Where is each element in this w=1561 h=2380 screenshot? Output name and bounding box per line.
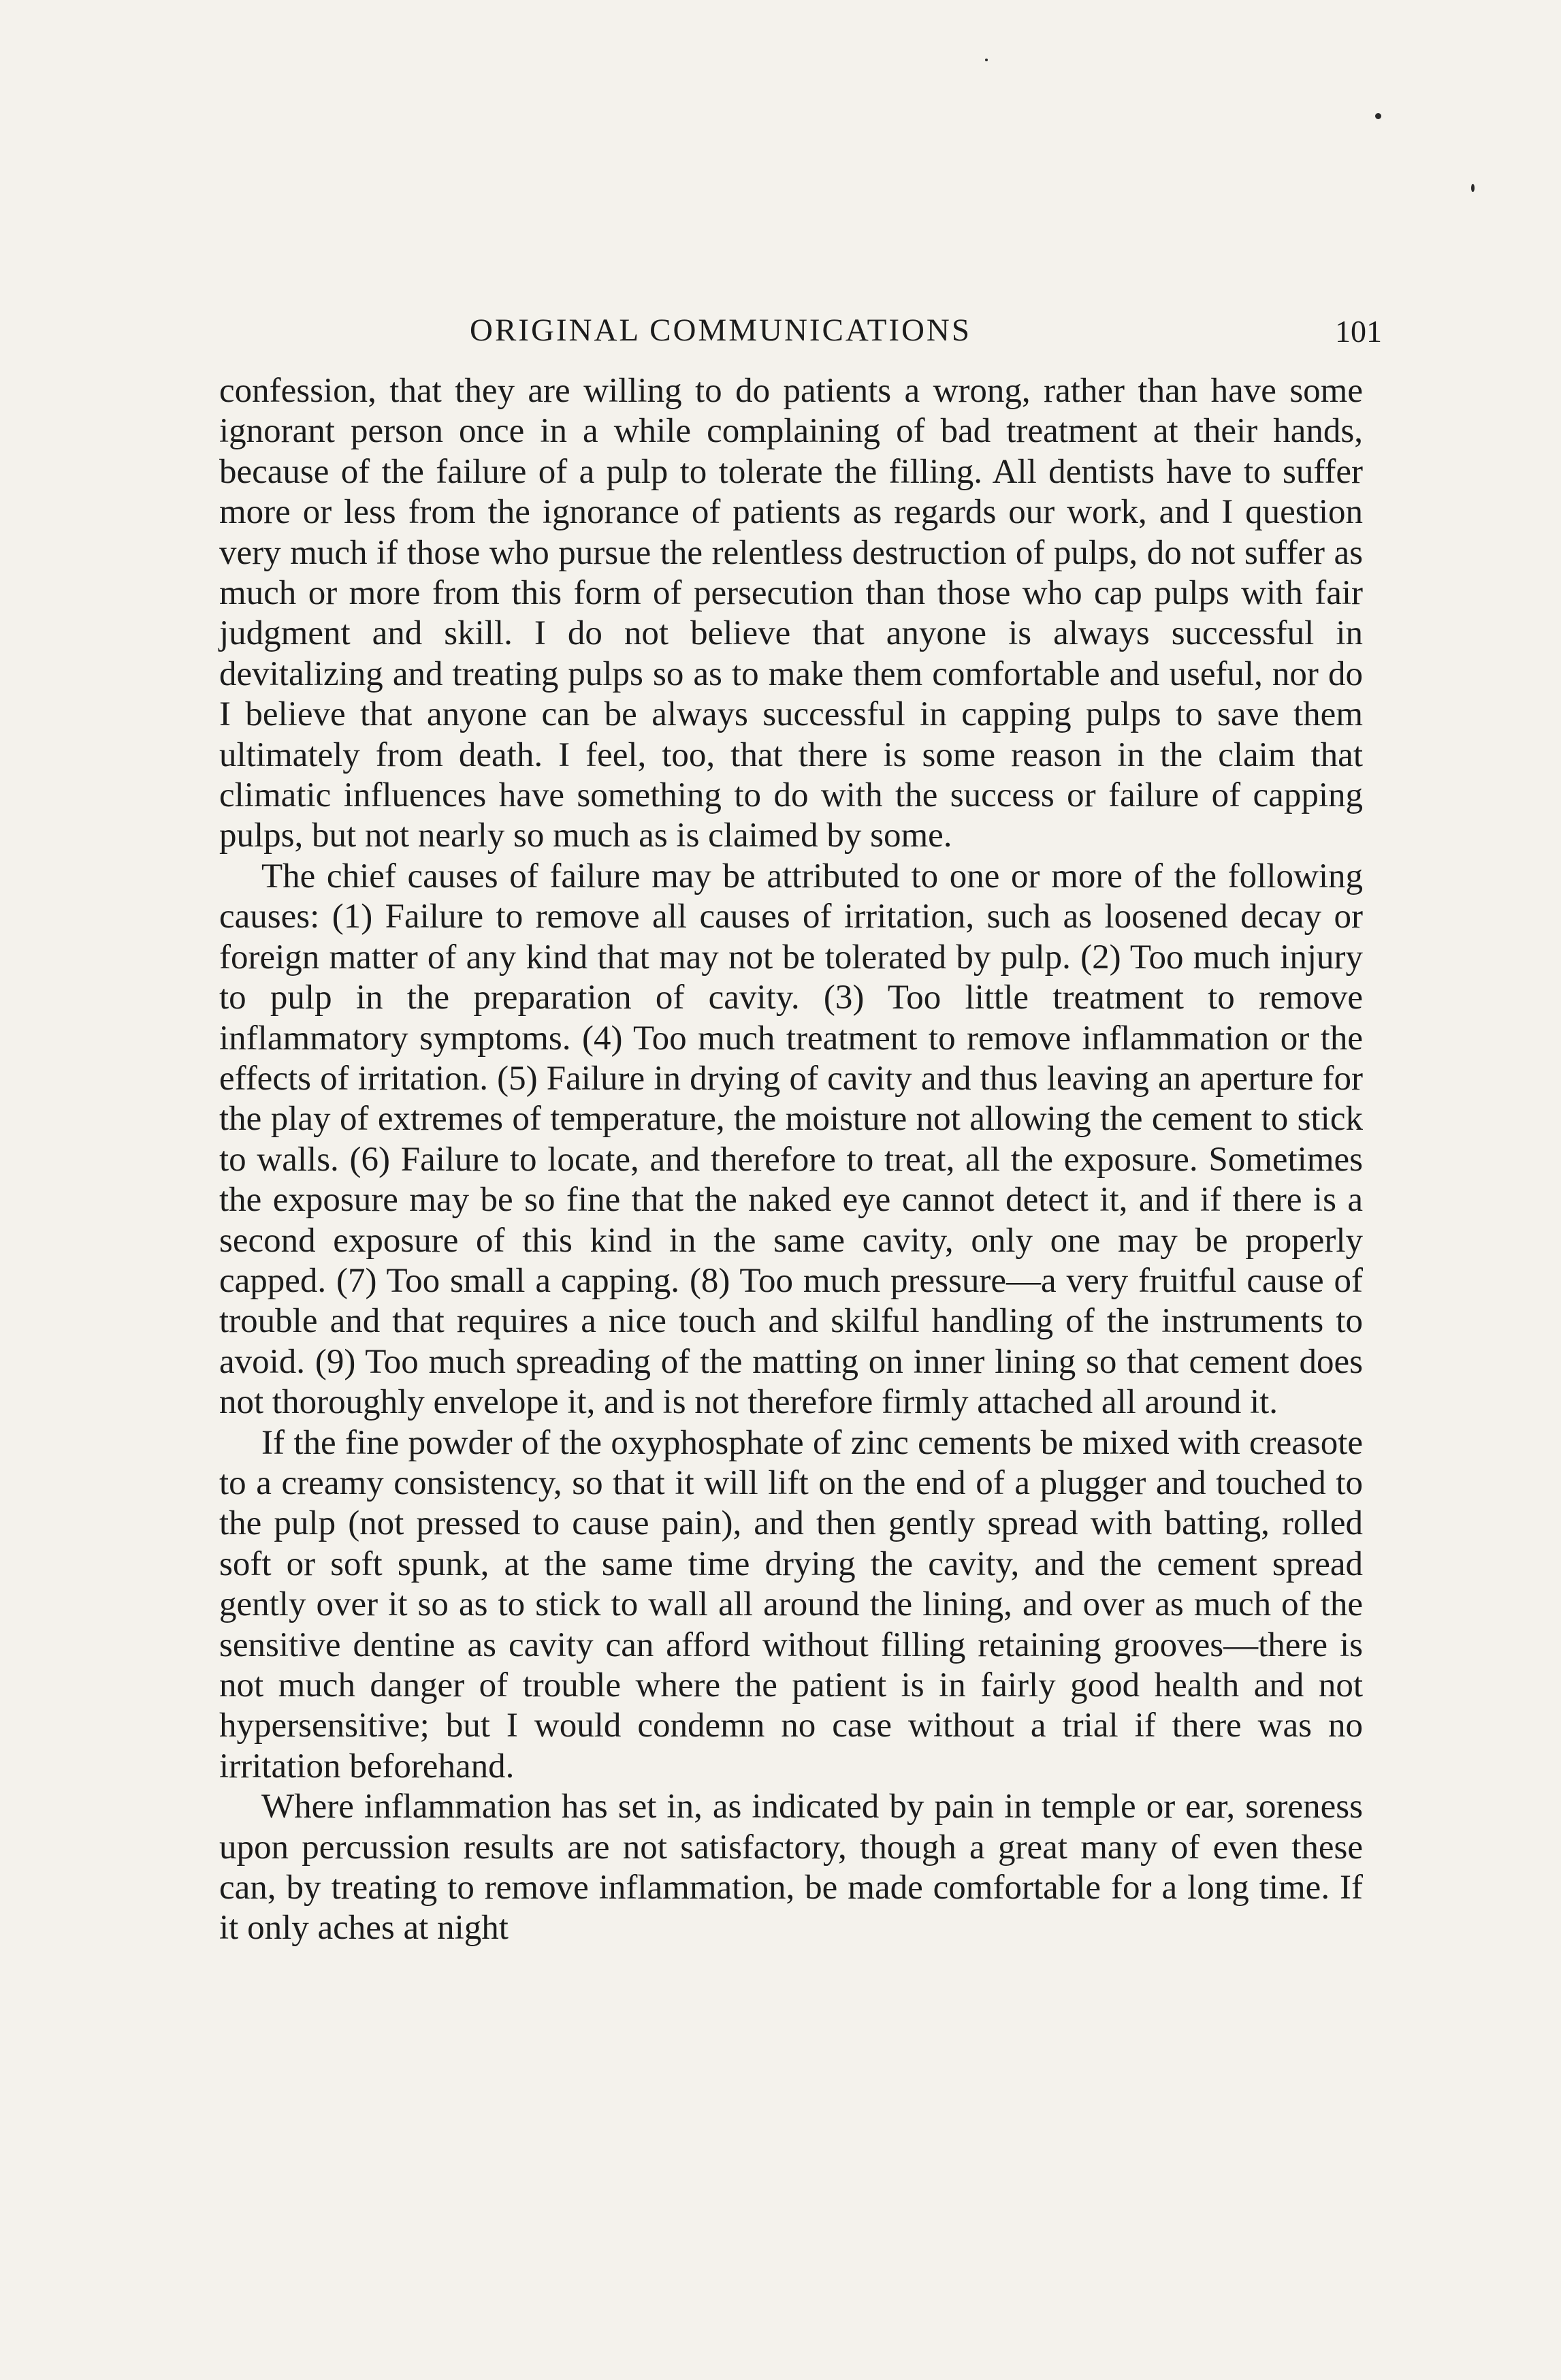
page-header [218, 310, 1382, 351]
print-speck [1471, 184, 1475, 192]
print-speck [1375, 113, 1381, 119]
body-text [219, 371, 1363, 1949]
paragraph: The chief causes of failure may be attributed to one or more of the following causes: (1) Failure to remove all causes of irritation, such as loosened decay or foreign matter of any kind that may not be tolerated by pulp. (2) Too much injury to pulp in the preparation of cavity. (3) Too little treatment to remove inflammatory symptoms. (4) Too much treatment to remove inflammation or the effects of irritation. (5) Failure in drying of cavity and thus leaving an aperture for the play of extremes of temperature, the moisture not allowing the cement to stick to walls. (6) Failure to locate, and therefore to treat, all the exposure. Sometimes the exposure may be so fine that the naked eye cannot detect it, and if there is a second exposure of this kind in the same cavity, only one may be properly capped. (7) Too small a capping. (8) Too much pressure—a very fruitful cause of trouble and that requires a nice touch and skilful handling of the instruments to avoid. (9) Too much spreading of the matting on inner lining so that cement does not thoroughly envelope it, and is not therefore firmly attached all around it. [219, 857, 1363, 1422]
running-head: ORIGINAL COMMUNICATIONS [470, 313, 972, 348]
page-number: 101 [1335, 314, 1382, 349]
paragraph: confession, that they are willing to do patients a wrong, rather than have some ignorant person once in a while complaining of bad treatment at their hands, because of the failure of a pulp to tolerate the filling. All dentists have to suffer more or less from the ignorance of patients as regards our work, and I question very much if those who pursue the relentless destruction of pulps, do not suffer as much or more from this form of persecution than those who cap pulps with fair judgment and skill. I do not believe that anyone is always successful in devitalizing and treating pulps so as to make them comfortable and useful, nor do I believe that anyone can be always successful in capping pulps to save them ultimately from death. I feel, too, that there is some reason in the claim that climatic influences have something to do with the success or failure of capping pulps, but not nearly so much as is claimed by some. [219, 372, 1363, 855]
paragraph: If the fine powder of the oxyphosphate of zinc cements be mixed with creasote to a creamy consistency, so that it will lift on the end of a plugger and touched to the pulp (not pressed to cause pain), and then gently spread with batting, rolled soft or soft spunk, at the same time drying the cavity, and the cement spread gently over it so as to stick to wall all around the lining, and over as much of the sensitive dentine as cavity can afford without filling retaining grooves—there is not much danger of trouble where the patient is in fairly good health and not hypersensitive; but I would condemn no case without a trial if there was no irritation beforehand. [219, 1423, 1363, 1786]
print-speck [985, 59, 988, 61]
paragraph: Where inflammation has set in, as indicated by pain in temple or ear, soreness upon percussion results are not satisfactory, though a great many of even these can, by treating to remove inflammation, be made comfortable for a long time. If it only aches at night [219, 1788, 1363, 1948]
